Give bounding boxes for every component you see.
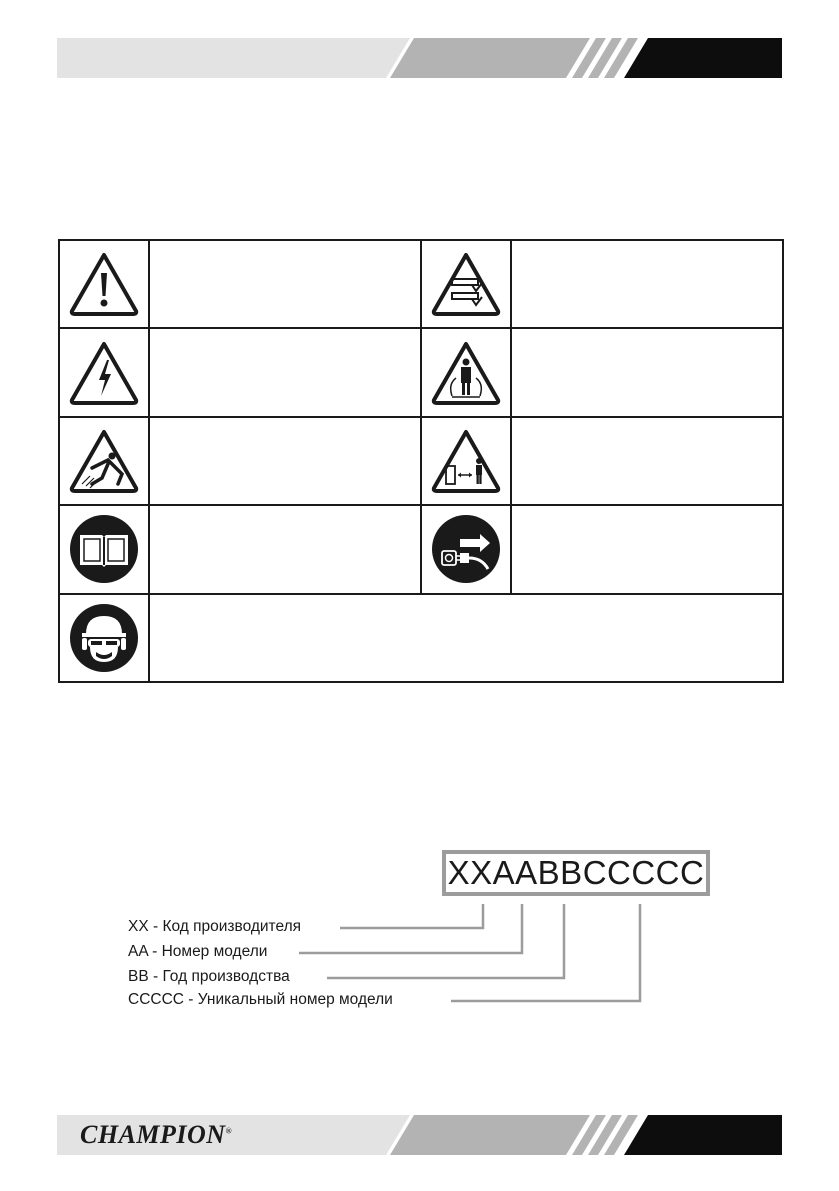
serial-code-box: XXAABBCCCCC (442, 850, 710, 896)
registered-mark: ® (225, 1126, 233, 1136)
legend-production-year: BB - Год производства (128, 968, 290, 985)
legend-unique-number: CCCCC - Уникальный номер модели (128, 991, 393, 1008)
champion-logo (80, 1120, 232, 1150)
logo-text: CHAMPION (80, 1120, 226, 1149)
legend-model-number: AA - Номер модели (128, 943, 268, 960)
legend-manufacturer-code: XX - Код производителя (128, 918, 302, 935)
